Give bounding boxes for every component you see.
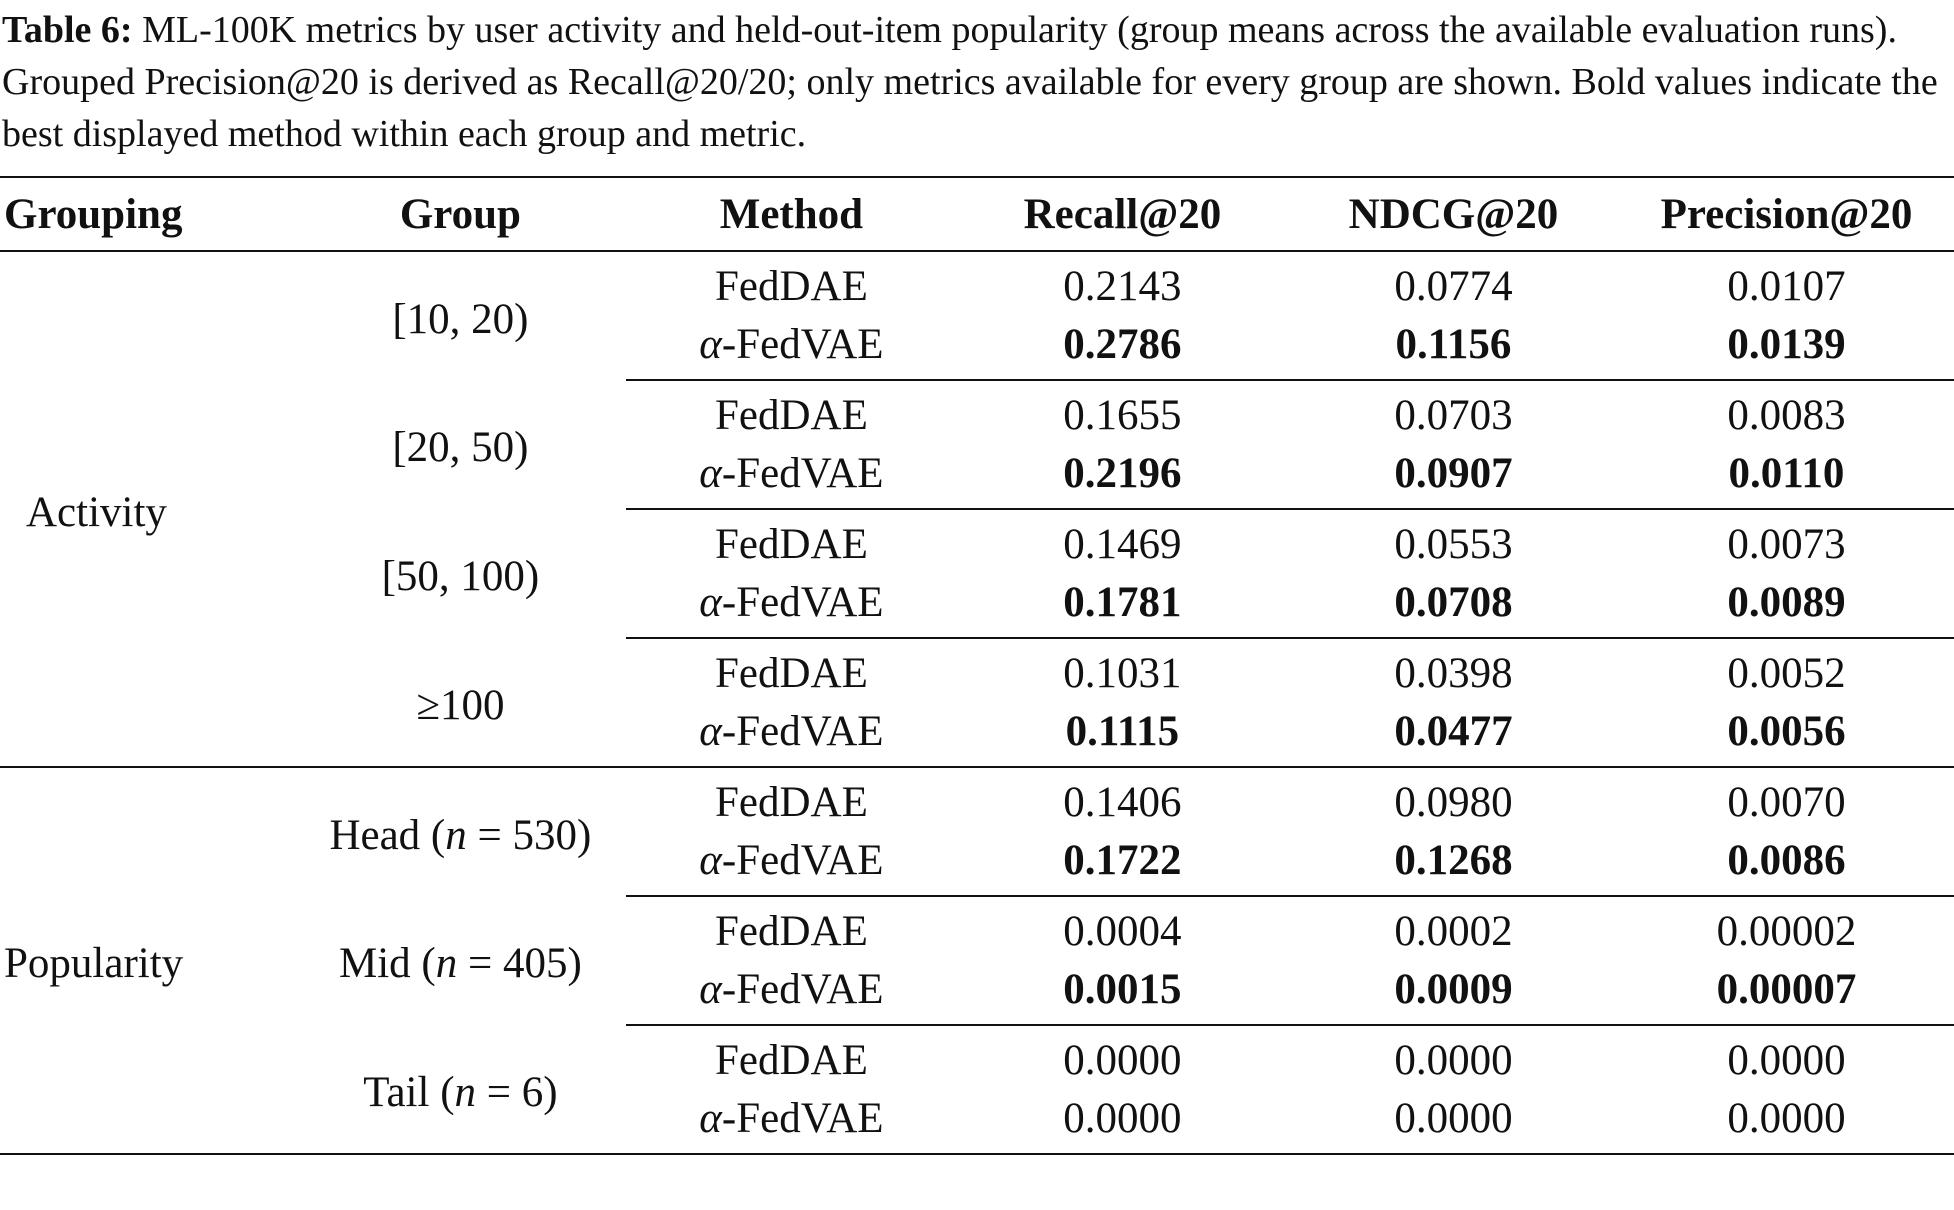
precision-value: 0.0073 bbox=[1727, 521, 1846, 569]
recall-value: 0.1722 bbox=[957, 832, 1288, 897]
method-name: FedDAE bbox=[714, 908, 868, 956]
group-name bbox=[295, 1025, 626, 1154]
ndcg-value: 0.0477 bbox=[1394, 707, 1513, 755]
precision-value: 0.00007 bbox=[1619, 961, 1954, 1026]
group-name bbox=[295, 896, 626, 1025]
ndcg-value: 0.0000 bbox=[1394, 1037, 1513, 1085]
precision-value: 0.0139 bbox=[1619, 316, 1954, 381]
ndcg-value: 0.0980 bbox=[1394, 779, 1513, 827]
recall-value: 0.0000 bbox=[1063, 1037, 1182, 1085]
precision-value: 0.0000 bbox=[1727, 1037, 1846, 1085]
recall-value: 0.0004 bbox=[1063, 908, 1182, 956]
header-recall: Recall@20 bbox=[957, 177, 1288, 251]
precision-value: 0.0086 bbox=[1619, 832, 1954, 897]
grouping-activity: Activity bbox=[26, 488, 167, 536]
ndcg-value: 0.1156 bbox=[1288, 316, 1619, 381]
table-row bbox=[0, 767, 1954, 832]
ndcg-value: 0.0009 bbox=[1288, 961, 1619, 1026]
group-name-suffix: = 6) bbox=[476, 1068, 558, 1116]
recall-value: 0.1655 bbox=[1063, 392, 1182, 440]
recall-value: 0.1115 bbox=[1065, 707, 1180, 755]
table-caption bbox=[2, 4, 1952, 160]
header-ndcg: NDCG@20 bbox=[1288, 177, 1619, 251]
header-method: Method bbox=[626, 177, 957, 251]
precision-value: 0.0000 bbox=[1619, 1090, 1954, 1155]
recall-value: 0.1781 bbox=[957, 574, 1288, 639]
precision-value: 0.0070 bbox=[1727, 779, 1846, 827]
method-name: FedDAE bbox=[714, 1037, 868, 1085]
method-name: FedDAE bbox=[714, 521, 868, 569]
method-name: α-FedVAE bbox=[626, 445, 957, 510]
recall-value: 0.1469 bbox=[1063, 521, 1182, 569]
group-name-suffix: = 530) bbox=[466, 811, 592, 859]
group-name-prefix: Mid ( bbox=[338, 940, 436, 987]
group-name-prefix: Tail ( bbox=[363, 1068, 455, 1116]
precision-value: 0.0052 bbox=[1727, 650, 1846, 698]
method-name: α-FedVAE bbox=[626, 832, 957, 897]
header-row bbox=[0, 177, 1954, 251]
results-table bbox=[0, 176, 1954, 1155]
method-name: α-FedVAE bbox=[626, 316, 957, 381]
group-name: [50, 100) bbox=[381, 553, 540, 600]
precision-value: 0.0107 bbox=[1727, 263, 1846, 311]
recall-value: 0.1031 bbox=[1063, 650, 1182, 698]
ndcg-value: 0.0703 bbox=[1394, 392, 1513, 440]
method-name: FedDAE bbox=[714, 392, 868, 440]
ndcg-value: 0.0553 bbox=[1394, 521, 1513, 569]
group-name bbox=[295, 767, 626, 896]
method-name: FedDAE bbox=[714, 650, 868, 698]
caption-label: Table 6: bbox=[2, 9, 133, 51]
method-name: FedDAE bbox=[714, 779, 868, 827]
recall-value: 0.0015 bbox=[957, 961, 1288, 1026]
table-row bbox=[0, 251, 1954, 316]
method-name: FedDAE bbox=[714, 263, 868, 311]
method-name: α-FedVAE bbox=[626, 574, 957, 639]
precision-value: 0.0056 bbox=[1727, 707, 1846, 755]
method-name: α-FedVAE bbox=[699, 707, 884, 755]
group-name-prefix: Head ( bbox=[329, 811, 446, 859]
ndcg-value: 0.0708 bbox=[1288, 574, 1619, 639]
recall-value: 0.0000 bbox=[957, 1090, 1288, 1155]
group-name-variable: n bbox=[435, 940, 458, 987]
ndcg-value: 0.0002 bbox=[1394, 908, 1513, 956]
group-name-suffix: = 405) bbox=[457, 940, 582, 987]
group-name: [10, 20) bbox=[392, 295, 529, 343]
precision-value: 0.0110 bbox=[1619, 445, 1954, 510]
ndcg-value: 0.1268 bbox=[1288, 832, 1619, 897]
group-name-variable: n bbox=[445, 811, 467, 859]
ndcg-value: 0.0000 bbox=[1288, 1090, 1619, 1155]
header-grouping: Grouping bbox=[0, 177, 295, 251]
recall-value: 0.2143 bbox=[1063, 263, 1182, 311]
precision-value: 0.0083 bbox=[1727, 392, 1846, 440]
ndcg-value: 0.0907 bbox=[1288, 445, 1619, 510]
group-name: [20, 50) bbox=[392, 424, 529, 471]
header-group: Group bbox=[295, 177, 626, 251]
ndcg-value: 0.0774 bbox=[1394, 263, 1513, 311]
header-precision: Precision@20 bbox=[1619, 177, 1954, 251]
grouping-popularity: Popularity bbox=[0, 767, 295, 1154]
group-name-variable: n bbox=[454, 1068, 477, 1116]
ndcg-value: 0.0398 bbox=[1394, 650, 1513, 698]
method-name: α-FedVAE bbox=[626, 961, 957, 1026]
precision-value: 0.0089 bbox=[1619, 574, 1954, 639]
precision-value: 0.00002 bbox=[1716, 908, 1857, 956]
method-name: α-FedVAE bbox=[626, 1090, 957, 1155]
caption-text: ML-100K metrics by user activity and held-out-item popularity (group means across the available evaluation runs). Grouped Precision@20 is derived as Recall@20/20; only metrics available for every group are shown. Bold values indicate the best displayed method within each group and metric. bbox=[2, 9, 1938, 155]
group-name: ≥100 bbox=[416, 681, 505, 729]
recall-value: 0.2196 bbox=[957, 445, 1288, 510]
recall-value: 0.2786 bbox=[957, 316, 1288, 381]
recall-value: 0.1406 bbox=[1063, 779, 1182, 827]
